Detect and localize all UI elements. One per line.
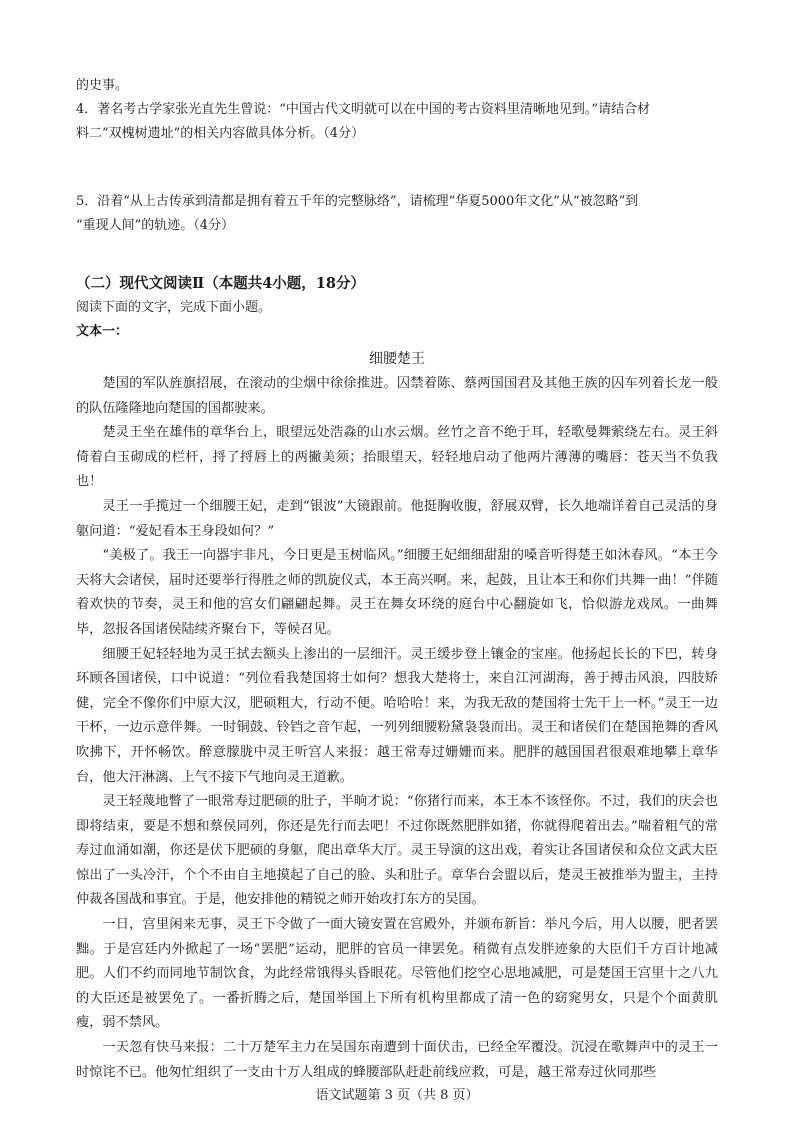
answer-space-q5 xyxy=(76,238,718,272)
question-4-line-2: 料二“双槐树遗址”的相关内容做具体分析。（4分） xyxy=(76,126,365,141)
question-5-line-1: 5．沿着“从上古传承到清都是拥有着五千年的完整脉络”，请梳理“华夏5000年文化”从“被忽略”到 xyxy=(76,194,639,209)
page-footer: 语文试题第 3 页（共 8 页） xyxy=(315,1088,479,1103)
section-instruction: 阅读下面的文字，完成下面小题。 xyxy=(76,300,272,315)
text-one-label: 文本一： xyxy=(76,324,129,339)
story-title: 细腰楚王 xyxy=(369,351,425,367)
story-paragraph: 一天忽有快马来报：二十万楚军主力在吴国东南遭到十面伏击，已经全军覆没。沉浸在歌舞声中的灵王一时惊诧不已。他匆忙组织了一支由十万人组成的蜂腰部队赶赴前线应救，可是，越王常寿过伙同那些 xyxy=(76,1040,718,1080)
section-heading: （二）现代文阅读Ⅱ（本题共4小题，18分） xyxy=(76,275,365,292)
question-5-line-2: “重现人间”的轨迹。（4分） xyxy=(76,218,235,233)
story-paragraph: 楚灵王坐在雄伟的章华台上，眼望远处浩淼的山水云烟。丝竹之音不绝于耳，轻歌曼舞萦绕左右。灵王斜倚着白玉砌成的栏杆，捋了捋唇上的两撇美须；抬眼望天，轻轻地启动了他两片薄薄的嘴唇：苍天当不负我也！ xyxy=(76,425,718,490)
story-paragraph: 细腰王妃轻轻地为灵王拭去额头上渗出的一层细汗。灵王缓步登上镶金的宝座。他扬起长长的下巴，转身环顾各国诸侯，口中说道：“列位看我楚国将士如何？想我大楚将士，来自江河湖海，善于搏击风浪，四肢矫健，完全不像你们中原大汉，肥硕粗大，行动不便。哈哈哈！来，为我无敌的楚国将士先干上一杯。”灵王一边干杯，一边示意伴舞。一时铜鼓、铃铛之音乍起，一列列细腰粉黛袅袅而出。灵王和诸侯们在楚国艳舞的香风吹拂下，开怀畅饮。醉意朦胧中灵王听宫人来报：越王常寿过姗姗而来。肥胖的越国国君很艰难地攀上章华台，他大汗淋漓、上气不接下气地向灵王道歉。 xyxy=(76,646,718,785)
story-paragraph: 楚国的军队旌旗招展，在滚动的尘烟中徐徐推进。囚禁着陈、蔡两国国君及其他王族的囚车列着长龙一般的队伍隆隆地向楚国的国都驶来。 xyxy=(76,376,718,416)
question-3-tail: 的史事。 xyxy=(76,78,129,93)
question-4-line-1: 4．著名考古学家张光直先生曾说：“中国古代文明就可以在中国的考古资料里清晰地见到。”请结合材 xyxy=(76,102,651,117)
answer-space-q4 xyxy=(76,146,718,190)
story-body xyxy=(76,372,718,1085)
exam-page-content xyxy=(76,74,718,1085)
story-paragraph: “美极了。我王一向器宇非凡，今日更是玉树临风。”细腰王妃细细甜甜的嗓音听得楚王如沐春风。“本王今天将大会诸侯，届时还要举行得胜之师的凯旋仪式，本王高兴啊。来，起鼓，且让本王和你们共舞一曲！”伴随着欢快的节奏，灵王和他的宫女们翩翩起舞。灵王在舞女环绕的庭台中心翻旋如飞，恰似游龙戏凤。一曲舞毕，忽报各国诸侯陆续齐聚台下，等候召见。 xyxy=(76,548,718,637)
story-paragraph: 灵王轻蔑地瞥了一眼常寿过肥硕的肚子，半晌才说：“你猪行而来，本王本不该怪你。不过，我们的庆会也即将结束，要是不想和蔡侯同列，你还是先行而去吧！不过你既然肥胖如猪，你就得爬着出去。”喘着粗气的常寿过血涌如潮，你还是伏下肥硕的身躯，爬出章华大厅。灵王导演的这出戏，着实让各国诸侯和众位文武大臣惊出了一头冷汗，个个不由自主地摸起了自己的脸、头和肚子。章华台会盟以后，楚灵王被推举为盟主，主持仲裁各国战和事宜。于是，他安排他的精锐之师开始攻打东方的吴国。 xyxy=(76,794,718,908)
story-paragraph: 一日，宫里闲来无事，灵王下令做了一面大镜安置在宫殿外，并颁布新旨：举凡今后，用人以腰，肥者罢黜。于是宫廷内外掀起了一场“罢肥”运动，肥胖的官员一律罢免。稍微有点发胖迹象的大臣们千方百计地减肥。人们不约而同地节制饮食，为此经常饿得头昏眼花。尽管他们挖空心思地减肥，可是楚国王宫里十之八九的大臣还是被罢免了。一番折腾之后，楚国举国上下所有机构里都成了清一色的窈窕男女，只是个个面黄肌瘦，弱不禁风。 xyxy=(76,917,718,1031)
story-paragraph: 灵王一手揽过一个细腰王妃，走到“银波”大镜跟前。他挺胸收腹，舒展双臂，长久地端详着自己灵活的身躯问道：“爱妃看本王身段如何？” xyxy=(76,498,718,539)
